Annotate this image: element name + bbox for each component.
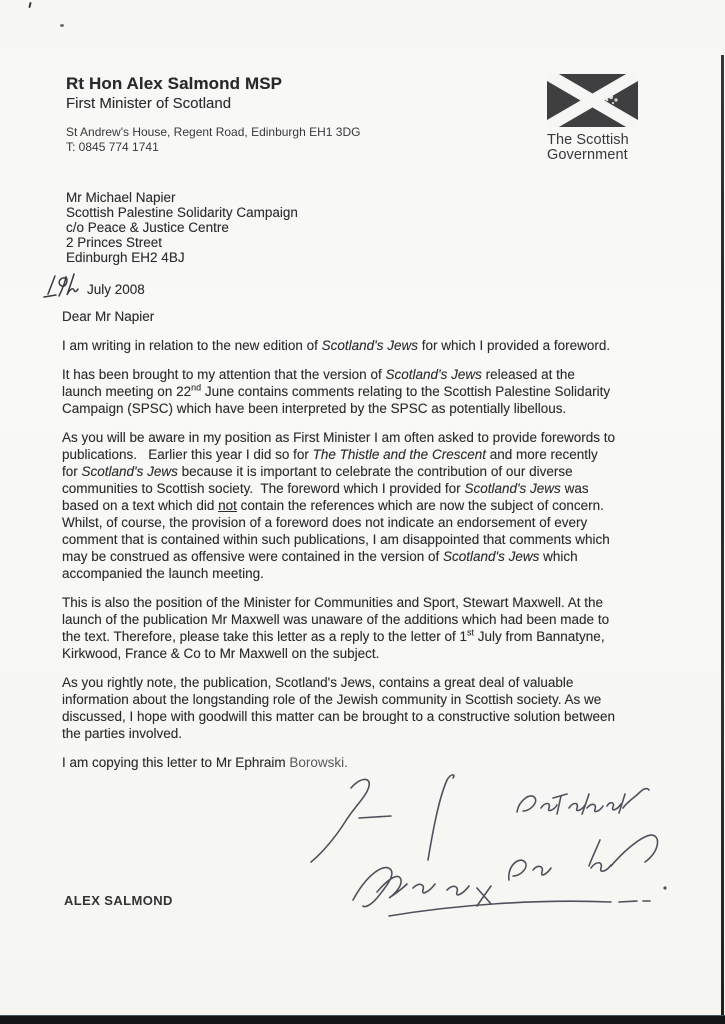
typed-signature-name: ALEX SALMOND xyxy=(64,893,173,908)
signature-block xyxy=(295,772,690,927)
scottish-government-logo xyxy=(547,74,667,162)
recipient-line: c/o Peace & Justice Centre xyxy=(66,220,229,235)
sender-address: St Andrew's House, Regent Road, Edinburgh EH1 3DG xyxy=(66,125,361,139)
scan-edge-line xyxy=(721,55,724,1016)
paragraph: As you will be aware in my position as First Minister I am often asked to provide forewords to publications. Earlier this year I did so for The Thistle and the Crescent and more recently for Scotland's Jews because it is important to celebrate the contribution of our diverse communities to Scottish society. The foreword which I provided for Scotland's Jews was based on a text which did not contain the references which are now the subject of concern. Whilst, of course, the provision of a foreword does not indicate an endorsement of every comment that is contained within such publications, I am disappointed that comments which may be construed as offensive were contained in the version of Scotland's Jews which accompanied the launch meeting. xyxy=(62,430,615,581)
letter-body xyxy=(62,308,685,783)
recipient-line: Scottish Palestine Solidarity Campaign xyxy=(66,205,298,220)
paragraph: I am copying this letter to Mr Ephraim Borowski. xyxy=(62,755,348,770)
paragraph: As you rightly note, the publication, Scotland's Jews, contains a great deal of valuable information about the longstanding role of the Jewish community in Scottish society. As we discussed, I hope with goodwill this matter can be brought to a constructive solution between the parties involved. xyxy=(62,675,616,741)
date-text: July 2008 xyxy=(87,282,145,297)
sender-phone: T: 0845 774 1741 xyxy=(66,140,159,154)
recipient-line: Edinburgh EH2 4BJ xyxy=(66,250,185,265)
date-line xyxy=(42,272,145,300)
recipient-line: Mr Michael Napier xyxy=(66,190,176,205)
sender-title: First Minister of Scotland xyxy=(66,95,232,112)
salutation: Dear Mr Napier xyxy=(62,309,155,324)
paragraph: It has been brought to my attention that the version of Scotland's Jews released at the launch meeting on 22nd June contains comments relating to the Scottish Palestine Solidarity Campaign (SPSC) which have been interpreted by the SPSC as potentially libellous. xyxy=(62,367,611,416)
saltire-flag-icon xyxy=(547,74,638,127)
paragraph: I am writing in relation to the new edition of Scotland's Jews for which I provided a foreword. xyxy=(62,338,611,353)
sender-name: Rt Hon Alex Salmond MSP xyxy=(66,74,283,93)
scan-bottom-bar xyxy=(0,1015,725,1024)
letterhead xyxy=(66,74,282,112)
recipient-line: 2 Princes Street xyxy=(66,235,163,250)
scan-speck-artifact xyxy=(60,24,64,27)
recipient-address xyxy=(66,190,298,265)
handwritten-day xyxy=(42,272,82,300)
signature-handwriting xyxy=(295,772,690,927)
logo-text: The Scottish Government xyxy=(547,132,629,163)
paragraph: This is also the position of the Minister for Communities and Sport, Stewart Maxwell. At the launch of the publication Mr Maxwell was unaware of the additions which had been made to the text. Therefore, please take this letter as a reply to the letter of 1st July from Bannatyne, Kirkwood, France & Co to Mr Maxwell on the subject. xyxy=(62,595,610,661)
sender-contact xyxy=(66,125,360,155)
